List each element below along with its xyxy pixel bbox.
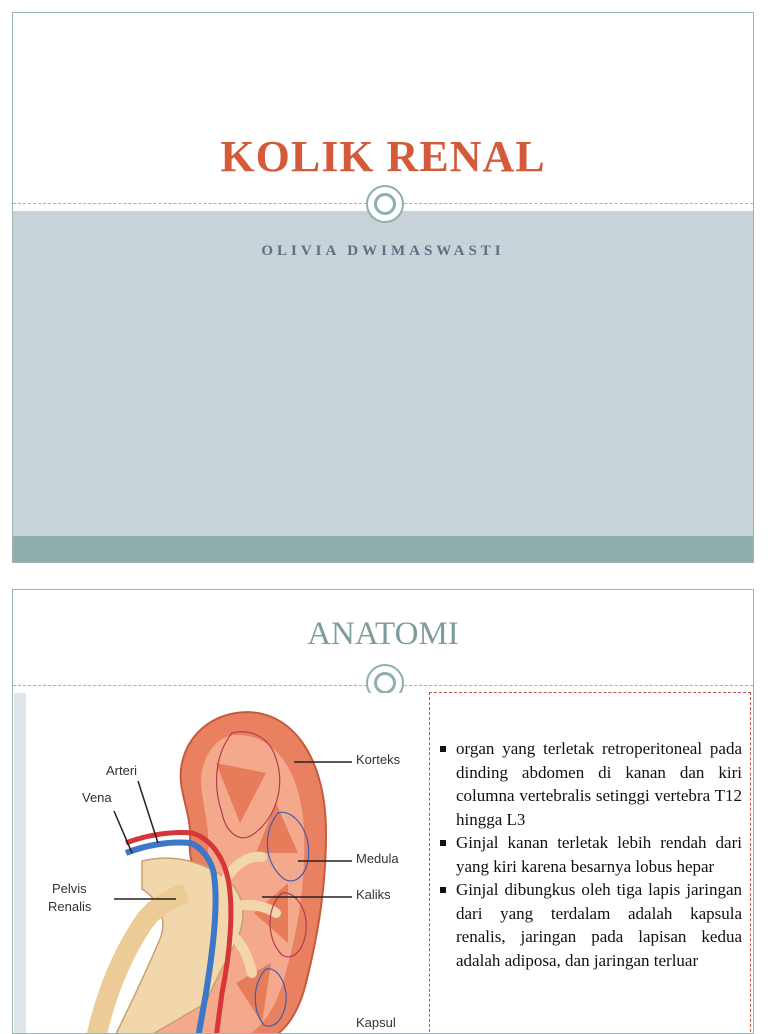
bullet-list [436,737,742,972]
presenter-name: OLIVIA DWIMASWASTI [261,243,505,259]
label-pelvis: Pelvis [52,881,87,896]
bullet-square-icon [440,840,446,846]
circle-ornament-icon [366,185,404,223]
label-arteri: Arteri [106,763,138,778]
label-korteks: Korteks [356,752,401,767]
title-slide [12,12,754,563]
label-vena: Vena [82,790,112,805]
list-item: Ginjal kanan terletak lebih rendah dari yang kiri karena besarnya lobus hepar [436,831,742,878]
label-kapsul: Kapsul [356,1015,396,1030]
kidney-diagram [14,693,416,1034]
bullet-square-icon [440,887,446,893]
label-kaliks: Kaliks [356,887,391,902]
presentation-title: KOLIK RENAL [220,132,546,181]
bullet-textbox [429,692,751,1034]
list-item: organ yang terletak retroperitoneal pada dinding abdomen di kanan dan kiri columna vertebralis setinggi vertebra T12 hingga L3 [436,737,742,831]
slide-title: ANATOMI [307,616,459,652]
title-slide-lower-panel [13,211,753,538]
footer-band [13,536,753,562]
anatomy-slide [12,589,754,1034]
list-item: Ginjal dibungkus oleh tiga lapis jaringan dari yang terdalam adalah kapsula renalis, jaringan pada lapisan kedua adalah adiposa, dan jaringan terluar [436,878,742,972]
label-medula: Medula [356,851,399,866]
label-renalis: Renalis [48,899,92,914]
bullet-square-icon [440,746,446,752]
